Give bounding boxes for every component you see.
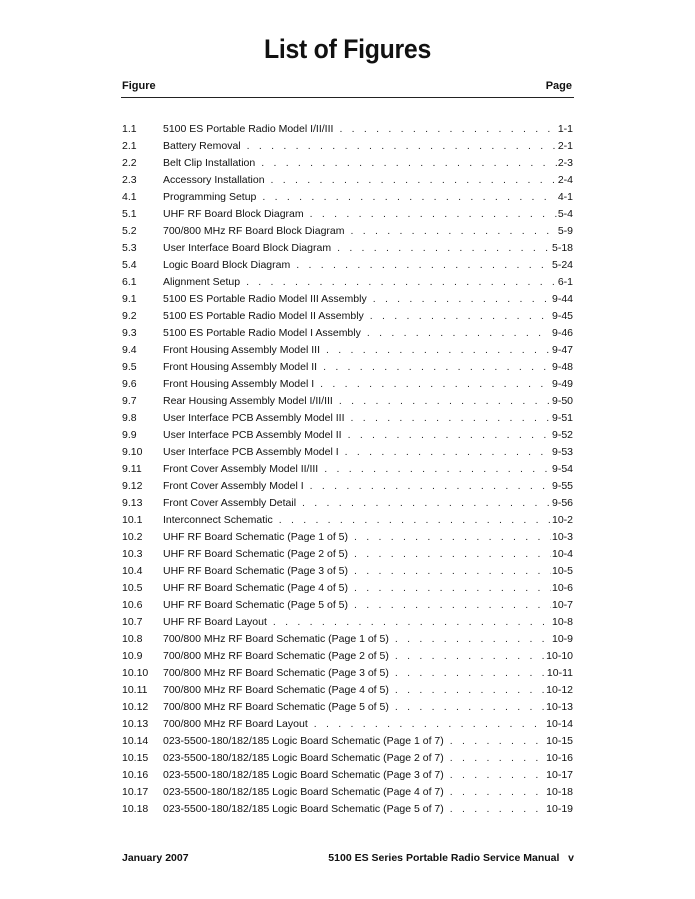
figure-title: 023-5500-180/182/185 Logic Board Schematic (Page 3 of 7) <box>163 769 444 781</box>
dot-leader <box>310 206 557 223</box>
figure-number: 2.2 <box>122 157 137 169</box>
dot-leader <box>450 801 545 818</box>
figure-page-number: 10-3 <box>551 531 573 543</box>
figure-number: 5.4 <box>122 259 137 271</box>
figure-number: 5.1 <box>122 208 137 220</box>
figure-entry[interactable] <box>122 138 573 155</box>
figure-entry[interactable] <box>122 257 573 274</box>
figure-page-number: 9-55 <box>551 480 573 492</box>
dot-leader <box>354 529 551 546</box>
figure-title: 5100 ES Portable Radio Model II Assembly <box>163 310 364 322</box>
dot-leader <box>367 325 551 342</box>
dot-leader <box>246 274 557 291</box>
dot-leader <box>348 427 551 444</box>
figure-number: 10.5 <box>122 582 143 594</box>
figure-entry[interactable] <box>122 325 573 342</box>
figure-title: 023-5500-180/182/185 Logic Board Schematic (Page 1 of 7) <box>163 735 444 747</box>
dot-leader <box>450 733 545 750</box>
figure-title: UHF RF Board Layout <box>163 616 267 628</box>
figure-entry[interactable] <box>122 784 573 801</box>
figure-number: 9.7 <box>122 395 137 407</box>
figure-number: 9.2 <box>122 310 137 322</box>
dot-leader <box>395 682 545 699</box>
figure-number: 10.10 <box>122 667 149 679</box>
figure-entry[interactable] <box>122 206 573 223</box>
figure-entry[interactable] <box>122 529 573 546</box>
figure-entry[interactable] <box>122 342 573 359</box>
figure-page-number: 9-46 <box>551 327 573 339</box>
figure-number: 10.9 <box>122 650 143 662</box>
dot-leader <box>320 376 551 393</box>
footer-manual-title: 5100 ES Series Portable Radio Service Manual v <box>328 852 574 864</box>
figure-number: 9.4 <box>122 344 137 356</box>
figure-number: 10.4 <box>122 565 143 577</box>
figure-entry[interactable] <box>122 699 573 716</box>
dot-leader <box>450 767 545 784</box>
figure-title: User Interface PCB Assembly Model I <box>163 446 339 458</box>
figure-page-number: 9-48 <box>551 361 573 373</box>
figure-entry[interactable] <box>122 801 573 818</box>
figure-title: UHF RF Board Schematic (Page 3 of 5) <box>163 565 348 577</box>
figure-page-number: 10-14 <box>546 718 573 730</box>
figure-number: 10.15 <box>122 752 149 764</box>
figure-list <box>122 121 573 818</box>
figure-entry[interactable] <box>122 563 573 580</box>
figure-page-number: 9-49 <box>551 378 573 390</box>
dot-leader <box>271 172 557 189</box>
figure-number: 10.1 <box>122 514 143 526</box>
dot-leader <box>395 631 551 648</box>
figure-number: 10.14 <box>122 735 149 747</box>
figure-title: 700/800 MHz RF Board Schematic (Page 5 of 5) <box>163 701 389 713</box>
figure-page-number: 5-18 <box>551 242 573 254</box>
figure-number: 2.3 <box>122 174 137 186</box>
figure-number: 9.1 <box>122 293 137 305</box>
figure-title: UHF RF Board Schematic (Page 1 of 5) <box>163 531 348 543</box>
dot-leader <box>261 155 557 172</box>
dot-leader <box>354 580 551 597</box>
figure-page-number: 5-4 <box>557 208 573 220</box>
figure-number: 6.1 <box>122 276 137 288</box>
dot-leader <box>314 716 545 733</box>
figure-entry[interactable] <box>122 580 573 597</box>
figure-number: 4.1 <box>122 191 137 203</box>
figure-title: Front Cover Assembly Model I <box>163 480 304 492</box>
figure-title: 700/800 MHz RF Board Layout <box>163 718 308 730</box>
figure-title: Alignment Setup <box>163 276 241 288</box>
figure-page-number: 10-10 <box>546 650 573 662</box>
dot-leader <box>324 461 551 478</box>
dot-leader <box>350 410 551 427</box>
figure-entry[interactable] <box>122 597 573 614</box>
figure-entry[interactable] <box>122 750 573 767</box>
figure-page-number: 10-9 <box>551 633 573 645</box>
figure-page-number: 9-51 <box>551 412 573 424</box>
dot-leader <box>323 359 551 376</box>
figure-title: 5100 ES Portable Radio Model I/II/III <box>163 123 334 135</box>
dot-leader <box>262 189 556 206</box>
figure-page-number: 10-18 <box>546 786 573 798</box>
figure-page-number: 10-13 <box>546 701 573 713</box>
dot-leader <box>296 257 551 274</box>
figure-page-number: 9-45 <box>551 310 573 322</box>
figure-number: 10.11 <box>122 684 148 696</box>
figure-number: 9.8 <box>122 412 137 424</box>
dot-leader <box>279 512 551 529</box>
dot-leader <box>337 240 551 257</box>
figure-entry[interactable] <box>122 274 573 291</box>
dot-leader <box>310 478 551 495</box>
dot-leader <box>450 784 545 801</box>
figure-page-number: 9-53 <box>551 446 573 458</box>
figure-page-number: 2-4 <box>557 174 573 186</box>
figure-number: 9.10 <box>122 446 143 458</box>
figure-entry[interactable] <box>122 223 573 240</box>
figure-title: 023-5500-180/182/185 Logic Board Schematic (Page 5 of 7) <box>163 803 444 815</box>
figure-number: 9.13 <box>122 497 143 509</box>
figure-number: 10.16 <box>122 769 149 781</box>
figure-title: Front Housing Assembly Model II <box>163 361 318 373</box>
figure-title: Front Cover Assembly Detail <box>163 497 297 509</box>
figure-title: UHF RF Board Block Diagram <box>163 208 304 220</box>
figure-entry[interactable] <box>122 121 573 138</box>
figure-page-number: 5-9 <box>557 225 573 237</box>
figure-entry[interactable] <box>122 495 573 512</box>
figure-page-number: 9-44 <box>551 293 573 305</box>
figure-title: Accessory Installation <box>163 174 265 186</box>
figure-page-number: 9-50 <box>551 395 573 407</box>
figure-title: 700/800 MHz RF Board Block Diagram <box>163 225 345 237</box>
figure-entry[interactable] <box>122 665 573 682</box>
dot-leader <box>354 546 551 563</box>
dot-leader <box>395 699 545 716</box>
figure-number: 10.6 <box>122 599 143 611</box>
figure-entry[interactable] <box>122 682 573 699</box>
dot-leader <box>373 291 551 308</box>
figure-page-number: 10-11 <box>546 667 573 679</box>
dot-leader <box>302 495 551 512</box>
figure-number: 10.13 <box>122 718 149 730</box>
dot-leader <box>351 223 557 240</box>
figure-title: Front Housing Assembly Model III <box>163 344 320 356</box>
figure-title: 700/800 MHz RF Board Schematic (Page 4 of 5) <box>163 684 389 696</box>
dot-leader <box>354 597 551 614</box>
header-divider <box>121 97 574 98</box>
figure-title: User Interface Board Block Diagram <box>163 242 332 254</box>
dot-leader <box>247 138 557 155</box>
figure-number: 9.6 <box>122 378 137 390</box>
figure-number: 9.9 <box>122 429 137 441</box>
figure-number: 9.11 <box>122 463 142 475</box>
figure-number: 9.5 <box>122 361 137 373</box>
figure-title: Logic Board Block Diagram <box>163 259 291 271</box>
figure-number: 9.12 <box>122 480 143 492</box>
figure-number: 10.2 <box>122 531 143 543</box>
figure-title: User Interface PCB Assembly Model II <box>163 429 342 441</box>
figure-entry[interactable] <box>122 631 573 648</box>
figure-entry[interactable] <box>122 427 573 444</box>
figure-number: 10.18 <box>122 803 149 815</box>
figure-column-header: Figure <box>122 80 156 92</box>
figure-title: Rear Housing Assembly Model I/II/III <box>163 395 333 407</box>
figure-title: 023-5500-180/182/185 Logic Board Schematic (Page 4 of 7) <box>163 786 444 798</box>
figure-entry[interactable] <box>122 189 573 206</box>
figure-title: 700/800 MHz RF Board Schematic (Page 2 of 5) <box>163 650 389 662</box>
figure-title: 700/800 MHz RF Board Schematic (Page 3 of 5) <box>163 667 389 679</box>
dot-leader <box>395 665 546 682</box>
dot-leader <box>273 614 551 631</box>
figure-page-number: 10-12 <box>546 684 573 696</box>
figure-number: 10.12 <box>122 701 149 713</box>
figure-page-number: 9-56 <box>551 497 573 509</box>
figure-entry[interactable] <box>122 291 573 308</box>
figure-page-number: 4-1 <box>557 191 573 203</box>
figure-page-number: 10-15 <box>546 735 573 747</box>
figure-page-number: 10-7 <box>551 599 573 611</box>
figure-page-number: 10-2 <box>551 514 573 526</box>
dot-leader <box>339 393 551 410</box>
page-column-header: Page <box>545 80 572 92</box>
dot-leader <box>354 563 551 580</box>
figure-number: 2.1 <box>122 140 137 152</box>
figure-number: 1.1 <box>122 123 137 135</box>
figure-entry[interactable] <box>122 733 573 750</box>
figure-entry[interactable] <box>122 512 573 529</box>
figure-page-number: 1-1 <box>557 123 573 135</box>
figure-title: 5100 ES Portable Radio Model I Assembly <box>163 327 361 339</box>
figure-number: 5.2 <box>122 225 137 237</box>
figure-page-number: 9-54 <box>551 463 573 475</box>
figure-title: Battery Removal <box>163 140 241 152</box>
figure-entry[interactable] <box>122 240 573 257</box>
figure-page-number: 6-1 <box>557 276 573 288</box>
figure-entry[interactable] <box>122 172 573 189</box>
figure-entry[interactable] <box>122 155 573 172</box>
figure-entry[interactable] <box>122 461 573 478</box>
figure-page-number: 10-8 <box>551 616 573 628</box>
figure-number: 10.17 <box>122 786 149 798</box>
figure-entry[interactable] <box>122 359 573 376</box>
figure-number: 5.3 <box>122 242 137 254</box>
figure-title: 023-5500-180/182/185 Logic Board Schematic (Page 2 of 7) <box>163 752 444 764</box>
figure-title: UHF RF Board Schematic (Page 5 of 5) <box>163 599 348 611</box>
dot-leader <box>326 342 551 359</box>
dot-leader <box>450 750 545 767</box>
figure-title: 5100 ES Portable Radio Model III Assembly <box>163 293 367 305</box>
figure-entry[interactable] <box>122 478 573 495</box>
figure-title: UHF RF Board Schematic (Page 2 of 5) <box>163 548 348 560</box>
figure-page-number: 10-17 <box>546 769 573 781</box>
figure-page-number: 2-1 <box>557 140 573 152</box>
dot-leader <box>339 121 556 138</box>
figure-title: Programming Setup <box>163 191 257 203</box>
figure-entry[interactable] <box>122 614 573 631</box>
figure-page-number: 9-52 <box>551 429 573 441</box>
figure-entry[interactable] <box>122 716 573 733</box>
figure-page-number: 10-19 <box>546 803 573 815</box>
figure-number: 10.7 <box>122 616 143 628</box>
figure-number: 10.8 <box>122 633 143 645</box>
figure-number: 9.3 <box>122 327 137 339</box>
figure-entry[interactable] <box>122 767 573 784</box>
dot-leader <box>395 648 545 665</box>
figure-page-number: 2-3 <box>557 157 573 169</box>
figure-title: Front Cover Assembly Model II/III <box>163 463 319 475</box>
figure-entry[interactable] <box>122 376 573 393</box>
figure-number: 10.3 <box>122 548 143 560</box>
figure-title: Interconnect Schematic <box>163 514 273 526</box>
figure-title: UHF RF Board Schematic (Page 4 of 5) <box>163 582 348 594</box>
dot-leader <box>370 308 551 325</box>
figure-page-number: 10-4 <box>551 548 573 560</box>
figure-entry[interactable] <box>122 308 573 325</box>
figure-entry[interactable] <box>122 546 573 563</box>
figure-page-number: 9-47 <box>551 344 573 356</box>
figure-page-number: 10-6 <box>551 582 573 594</box>
figure-page-number: 10-5 <box>551 565 573 577</box>
figure-page-number: 5-24 <box>551 259 573 271</box>
footer-date: January 2007 <box>122 852 189 864</box>
figure-title: Front Housing Assembly Model I <box>163 378 315 390</box>
figure-entry[interactable] <box>122 648 573 665</box>
figure-title: 700/800 MHz RF Board Schematic (Page 1 of 5) <box>163 633 389 645</box>
figure-entry[interactable] <box>122 410 573 427</box>
figure-page-number: 10-16 <box>546 752 573 764</box>
dot-leader <box>345 444 551 461</box>
figure-title: Belt Clip Installation <box>163 157 256 169</box>
figure-entry[interactable] <box>122 444 573 461</box>
figure-entry[interactable] <box>122 393 573 410</box>
figure-title: User Interface PCB Assembly Model III <box>163 412 345 424</box>
page-title: List of Figures <box>263 34 431 64</box>
